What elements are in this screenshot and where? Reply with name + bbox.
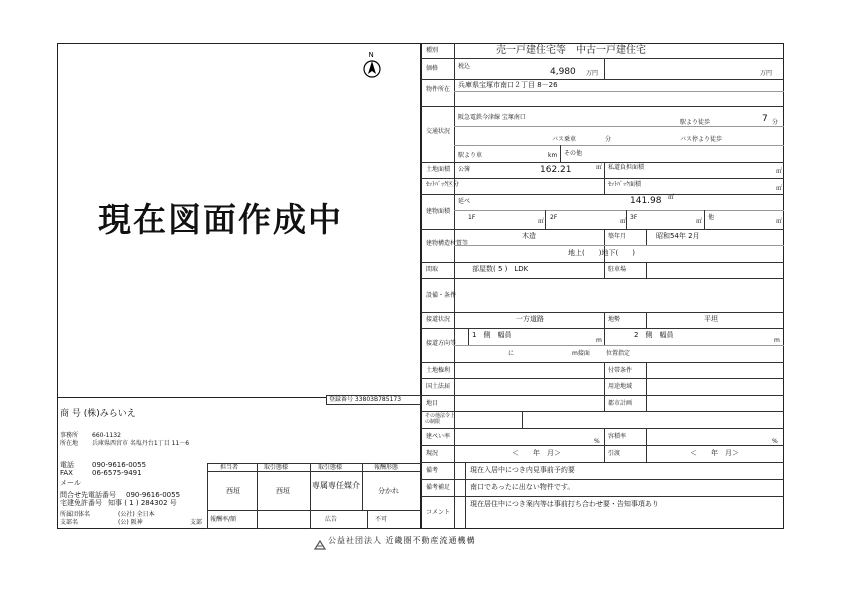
map-area <box>57 43 421 398</box>
delivery-label: 引渡 <box>608 450 621 457</box>
structure-value: 木造 <box>522 232 536 240</box>
price-label: 価格 <box>426 65 439 72</box>
floor2-label: 2F <box>550 214 558 221</box>
staff-value-2: 西垣 <box>276 487 290 495</box>
floor2-unit: ㎡ <box>620 218 627 225</box>
land-type: 公簿 <box>458 166 471 173</box>
road1-label: 1 側 幅員 <box>472 331 512 339</box>
total-label: 延べ <box>458 198 471 205</box>
notes-value: 現在入居中につき内見事前予約要 <box>470 466 575 474</box>
bus-minutes: 分 <box>605 136 612 143</box>
walk-unit: 分 <box>772 119 779 126</box>
land-unit: ㎡ <box>596 164 603 171</box>
road-label: 接道状況 <box>426 316 451 323</box>
cert-number: 登録番号 33803B785173 <box>326 395 421 405</box>
far-label: 容積率 <box>608 433 627 440</box>
status-value: ＜ 年 月＞ <box>512 449 561 457</box>
urban-label: 付帯条件 <box>608 367 633 374</box>
frontage-label: m接面 <box>572 350 590 357</box>
staff-header-2: 取引態様 <box>264 464 289 471</box>
layout-value: 部屋数( 5 ) LDK <box>472 265 529 273</box>
fee-label: 報酬率/額 <box>210 516 237 523</box>
license-label: 宅建免許番号 <box>60 499 102 507</box>
branch-label: 支部名 <box>60 519 79 526</box>
staff-value-4: 分かれ <box>378 487 399 495</box>
facility-label: 設備・条件 <box>426 292 457 299</box>
price-value: 4,980 <box>550 67 576 77</box>
ad-value: 不可 <box>375 516 388 523</box>
staff-table <box>207 463 421 529</box>
other-floor-unit: ㎡ <box>776 218 783 225</box>
svg-text:N: N <box>368 51 374 59</box>
station-car-label: 駅より車 <box>458 152 483 159</box>
price-unit-2: 万円 <box>760 70 773 77</box>
bus-stop-label: バス停より徒歩 <box>680 136 723 143</box>
road2-unit: m <box>774 337 780 344</box>
setback-area-label: ｾｯﾄﾊﾞｯｸ面積 <box>608 181 642 188</box>
office-label: 事務所 <box>60 432 79 439</box>
frontage-prefix: に <box>508 350 515 357</box>
postal-code: 660-1132 <box>92 432 121 439</box>
land-law-label: 国土法届 <box>426 383 451 390</box>
map-placeholder-text: 現在図面作成中 <box>98 200 343 239</box>
road1-unit: m <box>596 337 602 344</box>
built-value: 昭和54年 2月 <box>656 232 700 240</box>
setback-label: ｾｯﾄﾊﾞｯｸ区分 <box>426 181 460 188</box>
other-limits-label: その他法令上の制限 <box>425 413 456 425</box>
built-label: 築年月 <box>608 233 627 240</box>
trade-name: 商 号 (株)みらいえ <box>60 409 136 419</box>
line-name: 阪急電鉄今津線 宝塚南口 <box>458 114 526 121</box>
bcr-unit: % <box>594 438 600 445</box>
tel-value: 090-9616-0055 <box>92 461 147 469</box>
inquiry-label: 問合せ先電話番号 <box>60 491 116 499</box>
terrain-value: 平坦 <box>704 315 718 323</box>
other-label: その他 <box>564 150 583 157</box>
total-value: 141.98 <box>630 196 662 206</box>
mail-label: メール <box>60 479 81 487</box>
fax-value: 06-6575-9491 <box>92 469 142 477</box>
company-address: 兵庫県西宮市 名塩丹台1丁目 11－6 <box>92 440 190 447</box>
assoc-value: (公社) 全日本 <box>118 511 155 518</box>
road2-label: 2 側 幅員 <box>634 331 674 339</box>
license-value: 知事 ( 1 ) 284302 号 <box>108 499 177 507</box>
floor1-label: 1F <box>468 214 476 221</box>
tel-label: 電話 <box>60 461 74 469</box>
road-value: 一方道路 <box>516 315 544 323</box>
private-road-label: 私道負担面積 <box>608 164 645 171</box>
floors-value: 地上( )地下( ) <box>568 249 635 257</box>
status-label: 現況 <box>426 450 439 457</box>
private-road-unit: ㎡ <box>776 168 783 175</box>
layout-label: 間取 <box>426 266 439 273</box>
property-label: 物件所在 <box>426 86 451 93</box>
land-label: 土地面積 <box>426 166 451 173</box>
comment-label: コメント <box>426 509 451 516</box>
floor3-unit: ㎡ <box>696 218 703 225</box>
bcr-label: 建ぺい率 <box>426 433 451 440</box>
notes-label: 備考 <box>426 467 439 474</box>
structure-label: 建物構造材質等 <box>426 240 469 247</box>
footer-org: 公益社団法人 近畿圏不動産流通機構 <box>328 536 476 545</box>
staff-value-3: 専属専任媒介 <box>312 481 360 490</box>
floor3-label: 3F <box>630 214 638 221</box>
supplement-value: 南口であったに出ない物件です。 <box>470 483 575 491</box>
association-logo-icon <box>314 535 326 545</box>
north-arrow-icon <box>362 49 382 79</box>
address-label: 所在地 <box>60 440 79 447</box>
transport-label: 交通状況 <box>426 128 451 135</box>
walk-value: 7 <box>762 114 768 124</box>
assoc-label: 所属団体名 <box>60 511 91 518</box>
branch-value: (公) 阪神 <box>118 519 143 526</box>
road-direction-label: 接道方向等 <box>426 340 457 347</box>
type-value: 売一戸建住宅等 中古一戸建住宅 <box>496 45 646 56</box>
setback-unit: ㎡ <box>776 185 783 192</box>
fax-label: FAX <box>60 469 73 477</box>
staff-header-1: 担当者 <box>220 464 239 471</box>
supplement-label: 備考補足 <box>426 484 451 491</box>
zone-label: 用途地域 <box>608 383 633 390</box>
bus-label: バス乗車 <box>552 136 577 143</box>
total-unit: ㎡ <box>668 194 675 201</box>
branch-suffix: 支部 <box>190 519 203 526</box>
parking-label: 駐車場 <box>608 266 627 273</box>
terrain-label: 地勢 <box>608 316 621 323</box>
position-label: 位置指定 <box>606 350 631 357</box>
inquiry-tel: 090-9616-0055 <box>126 491 181 499</box>
type-label: 種別 <box>426 47 439 54</box>
price-tax: 税込 <box>458 63 471 70</box>
property-address: 兵庫県宝塚市南口２丁目 8－26 <box>458 81 558 89</box>
staff-header-4: 報酬形態 <box>374 464 399 471</box>
staff-header-3: 取引態様 <box>318 464 343 471</box>
building-label: 建物面積 <box>426 208 451 215</box>
use-rights-label: 土地権利 <box>426 367 451 374</box>
walk-label: 駅より徒歩 <box>680 119 711 126</box>
far-unit: % <box>772 438 778 445</box>
ad-label: 広告 <box>325 516 338 523</box>
price-unit: 万円 <box>586 70 599 77</box>
city-plan-label: 都市計画 <box>608 400 633 407</box>
floor1-unit: ㎡ <box>538 218 545 225</box>
lot-label: 地目 <box>426 400 439 407</box>
land-value: 162.21 <box>540 165 572 175</box>
comment-value: 現在居住中につき案内等は事前打ち合わせ要・告知事項あり <box>470 500 659 508</box>
station-car-unit: km <box>548 152 558 159</box>
staff-value-1: 西垣 <box>226 487 240 495</box>
delivery-value: ＜ 年 月＞ <box>690 449 739 457</box>
other-floor-label: 他 <box>708 214 715 221</box>
